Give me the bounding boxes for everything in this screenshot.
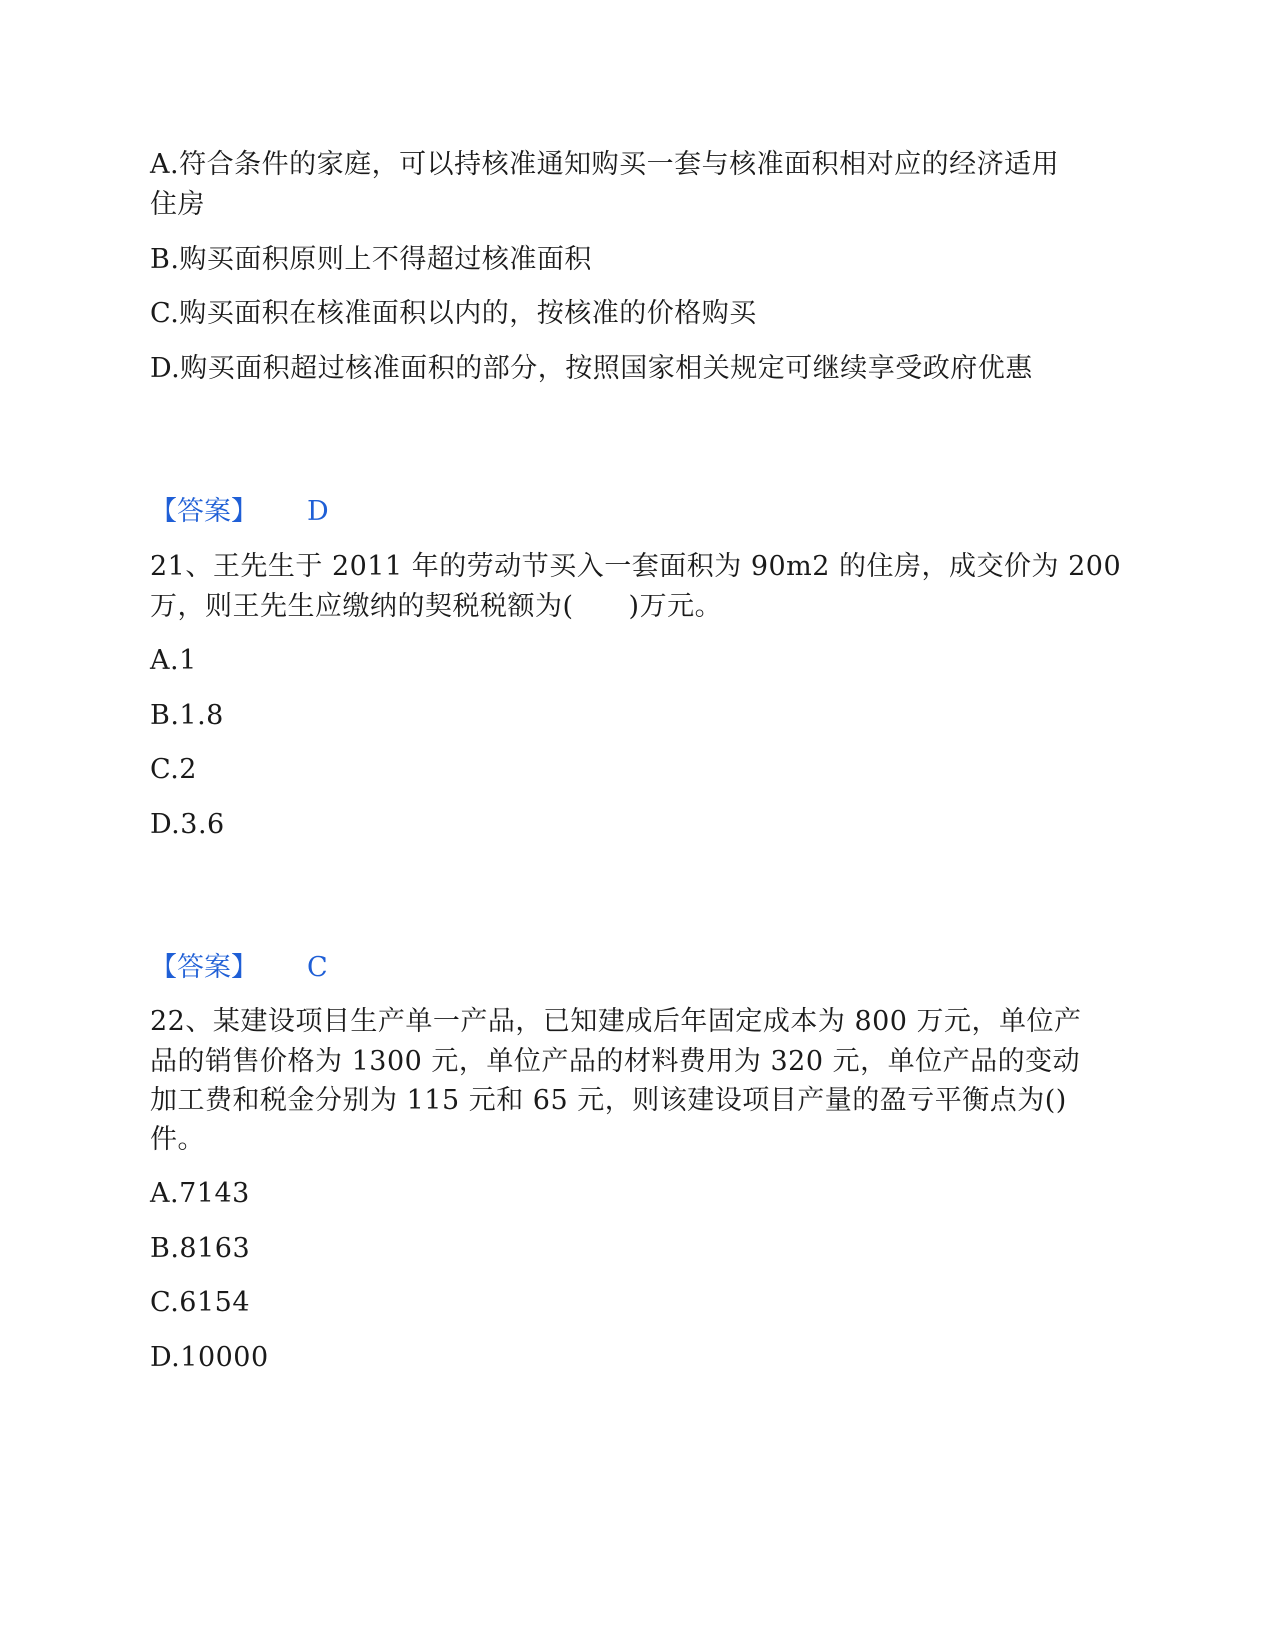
q21-option-d: D.3.6	[150, 809, 225, 840]
answer-value: C	[307, 952, 328, 983]
q22-option-b: B.8163	[150, 1233, 251, 1264]
q21-answer	[150, 948, 328, 988]
q20-option-a-line2: 住房	[150, 189, 205, 220]
q22-option-a: A.7143	[150, 1178, 250, 1209]
q22-option-d: D.10000	[150, 1342, 269, 1373]
q22-stem-line3: 加工费和税金分别为 115 元和 65 元，则该建设项目产量的盈亏平衡点为()	[150, 1085, 1067, 1116]
q20-option-c: C.购买面积在核准面积以内的，按核准的价格购买	[150, 298, 757, 329]
q20-option-d: D.购买面积超过核准面积的部分，按照国家相关规定可继续享受政府优惠	[150, 353, 1033, 384]
q21-stem-line1: 21、王先生于 2011 年的劳动节买入一套面积为 90m2 的住房，成交价为 200	[150, 551, 1122, 582]
q20-option-b: B.购买面积原则上不得超过核准面积	[150, 244, 592, 275]
q22-stem-line4: 件。	[150, 1124, 205, 1155]
q20-answer	[150, 492, 329, 532]
answer-label: 【答案】	[150, 952, 258, 983]
q21-option-c: C.2	[150, 754, 197, 785]
answer-value: D	[307, 496, 329, 527]
q22-stem-line1: 22、某建设项目生产单一产品，已知建成后年固定成本为 800 万元，单位产	[150, 1006, 1082, 1037]
q21-option-a: A.1	[150, 645, 197, 676]
q21-option-b: B.1.8	[150, 700, 224, 731]
answer-label: 【答案】	[150, 496, 258, 527]
q21-stem-line2: 万，则王先生应缴纳的契税税额为( )万元。	[150, 591, 723, 622]
q22-option-c: C.6154	[150, 1287, 250, 1318]
q22-stem-line2: 品的销售价格为 1300 元，单位产品的材料费用为 320 元，单位产品的变动	[150, 1046, 1081, 1077]
q20-option-a-line1: A.符合条件的家庭，可以持核准通知购买一套与核准面积相对应的经济适用	[150, 149, 1060, 180]
